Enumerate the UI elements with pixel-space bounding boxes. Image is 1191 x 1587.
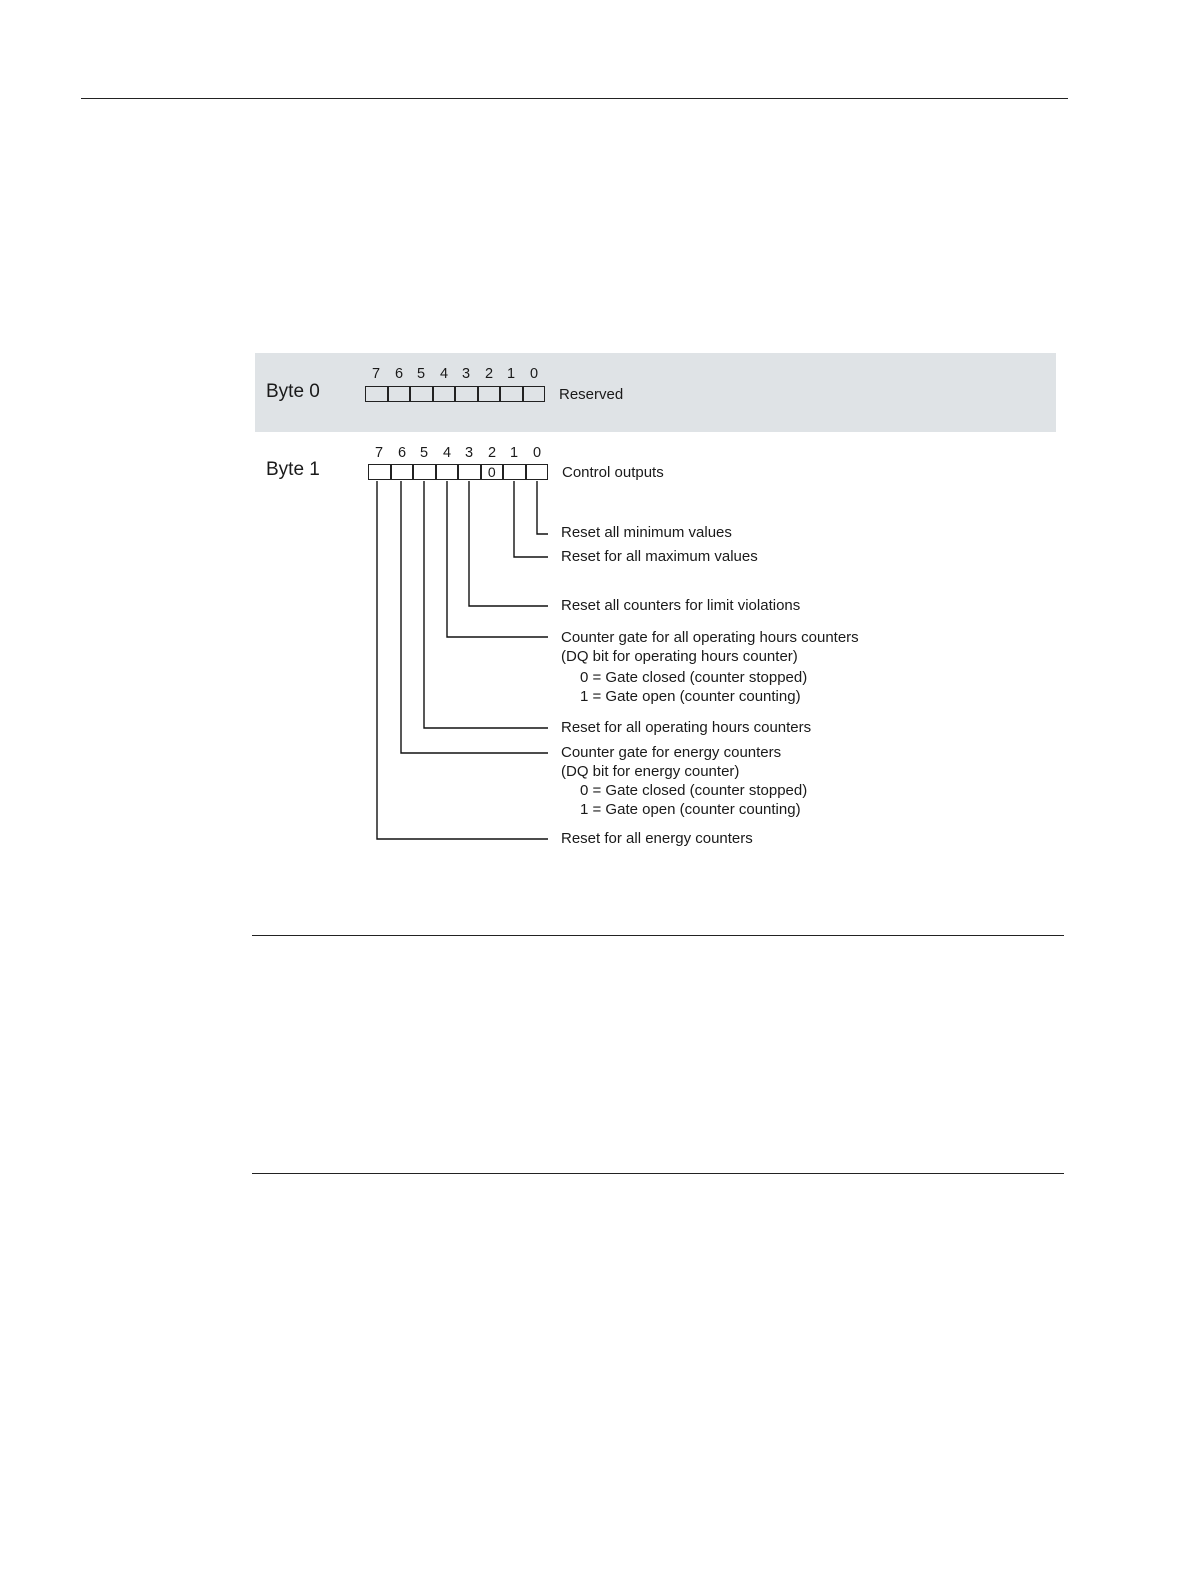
bit4-title: Counter gate for all operating hours counters xyxy=(561,629,859,646)
leader-bit5 xyxy=(424,481,548,728)
bit7-description: Reset for all energy counters xyxy=(561,830,753,847)
byte1-description: Control outputs xyxy=(562,464,664,481)
section-rule xyxy=(252,935,1064,936)
bit6-subtitle: (DQ bit for energy counter) xyxy=(561,763,740,780)
byte1-bit-number: 4 xyxy=(442,445,452,461)
byte0-bit-number: 7 xyxy=(371,366,381,382)
byte0-bit-number: 5 xyxy=(416,366,426,382)
byte1-bit-number: 1 xyxy=(509,445,519,461)
byte1-label: Byte 1 xyxy=(266,459,320,480)
byte0-bit-number: 0 xyxy=(529,366,539,382)
leader-bit1 xyxy=(514,481,548,557)
section-rule xyxy=(252,1173,1064,1174)
bit5-description: Reset for all operating hours counters xyxy=(561,719,812,736)
byte1-bit-number: 0 xyxy=(532,445,542,461)
byte1-bit-number: 3 xyxy=(464,445,474,461)
bit6-title: Counter gate for energy counters xyxy=(561,744,782,761)
byte0-bit-number: 2 xyxy=(484,366,494,382)
byte1-bit-cell: 0 xyxy=(481,464,504,480)
bit6-value1: 1 = Gate open (counter counting) xyxy=(580,801,801,818)
leader-bit3 xyxy=(469,481,548,606)
byte1-bit-number: 6 xyxy=(397,445,407,461)
byte0-description: Reserved xyxy=(559,386,624,403)
byte1-bit-number: 2 xyxy=(487,445,497,461)
leader-bit4 xyxy=(447,481,548,637)
byte0-bit-number: 4 xyxy=(439,366,449,382)
bit3-description: Reset all counters for limit violations xyxy=(561,597,801,614)
bit0-description: Reset all minimum values xyxy=(561,524,732,541)
byte0-bit-number: 1 xyxy=(506,366,516,382)
bit4-value1: 1 = Gate open (counter counting) xyxy=(580,688,801,705)
byte0-bit-number: 3 xyxy=(461,366,471,382)
bit1-description: Reset for all maximum values xyxy=(561,548,758,565)
leader-bit7 xyxy=(377,481,548,839)
bit6-value0: 0 = Gate closed (counter stopped) xyxy=(580,782,808,799)
leader-bit6 xyxy=(401,481,548,753)
byte1-bit-number: 7 xyxy=(374,445,384,461)
byte1-bit-number: 5 xyxy=(419,445,429,461)
leader-bit0 xyxy=(537,481,548,534)
bit4-value0: 0 = Gate closed (counter stopped) xyxy=(580,669,808,686)
byte0-bit-number: 6 xyxy=(394,366,404,382)
byte0-label: Byte 0 xyxy=(266,381,320,402)
bit4-subtitle: (DQ bit for operating hours counter) xyxy=(561,648,798,665)
